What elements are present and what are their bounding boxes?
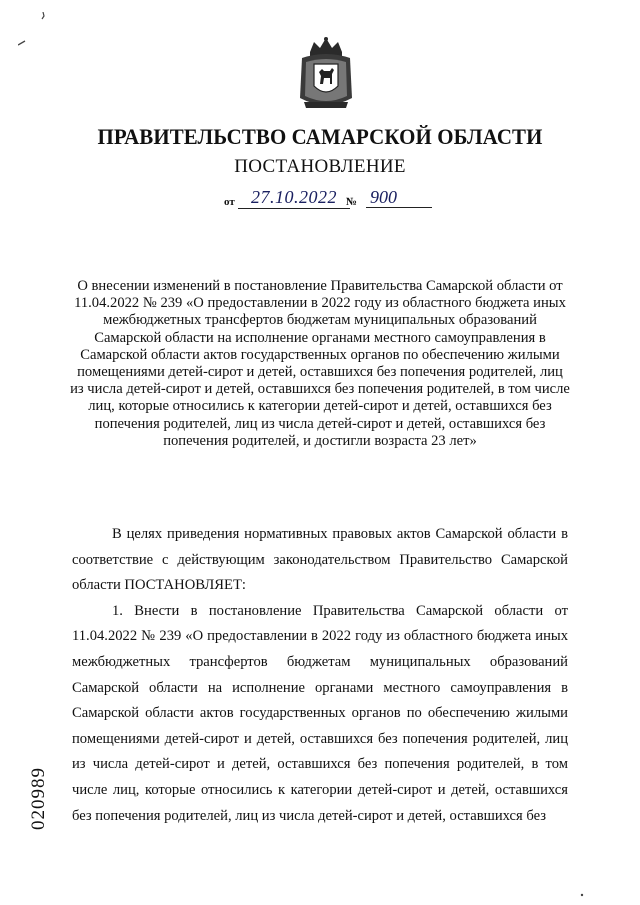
scan-mark-3 xyxy=(580,893,584,897)
signed-date: 27.10.2022 xyxy=(238,188,350,209)
document-number: 900 xyxy=(366,188,432,208)
side-registration-code: 020989 xyxy=(28,767,49,830)
document-subject: О внесении изменений в постановление Правительства Самарской области от 11.04.2022 № 239 «О предоставлении в 2022 году из областного бюджета иных межбюджетных трансфертов бюджетам муниципальных образований Самарской области на исполнение органами местного самоуправления в Самарской области актов государственных органов по обеспечению жилыми помещениями детей-сирот и детей, оставшихся без попечения родителей, лиц из числа детей-сирот и детей, оставшихся без попечения родителей, в том числе лиц, которые относились к категории детей-сирот и детей, оставшихся без попечения родителей, лиц из числа детей-сирот и детей, оставшихся без попечения родителей, и достигли возраста 23 лет» xyxy=(70,278,570,449)
date-number-line xyxy=(224,188,434,212)
number-prefix: № xyxy=(346,196,358,208)
government-title: ПРАВИТЕЛЬСТВО САМАРСКОЙ ОБЛАСТИ xyxy=(97,124,543,149)
item-1-paragraph: 1. Внести в постановление Правительства Самарской области от 11.04.2022 № 239 «О предоставлении в 2022 году из областного бюджета иных межбюджетных трансфертов бюджетам муниципальных образований Самарской области на исполнение органами местного самоуправления в Самарской области актов государственных органов по обеспечению жилыми помещениями детей-сирот и детей, оставшихся без попечения родителей, лиц из числа детей-сирот и детей, оставшихся без попечения родителей, в том числе лиц, которые относились к категории детей-сирот и детей, оставшихся без попечения родителей, лиц из числа детей-сирот и детей, оставшихся без xyxy=(72,602,568,824)
document-body xyxy=(72,522,568,829)
document-type: ПОСТАНОВЛЕНИЕ xyxy=(234,156,406,177)
date-prefix: от xyxy=(224,196,235,208)
preamble-paragraph: В целях приведения нормативных правовых актов Самарской области в соответствие с действующим законодательством Правительство Самарской области ПОСТАНОВЛЯЕТ: xyxy=(72,526,568,594)
scan-mark-2 xyxy=(18,40,26,46)
scan-mark-1 xyxy=(40,12,46,20)
coat-of-arms-emblem xyxy=(296,36,356,114)
